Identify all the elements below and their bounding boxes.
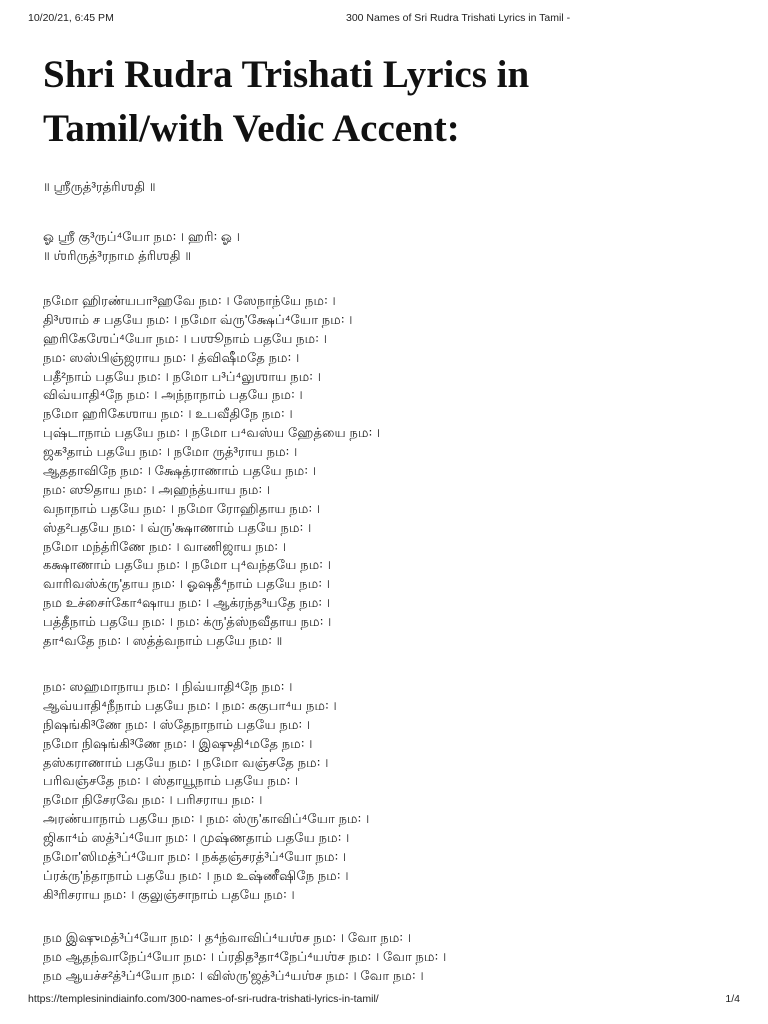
- mantra-line: ஓ ஶ்ரீ கு³ருப்⁴யோ நம꞉ । ஹரி꞉ ஓ ।: [43, 229, 240, 244]
- mantra-line: பரிவஞ்சதே நம꞉ । ஸ்தாயூநாம் பதயே நம꞉ ।: [43, 773, 299, 789]
- mantra-line: புஷ்டாநாம் பதயே நம꞉ । நமோ ப⁴வஸ்ய ஹேத்யை நம꞉ ।: [43, 425, 381, 441]
- mantra-line: ப்ரக்ரு'ந்தாநாம் பதயே நம꞉ । நம உஷ்ணீஷிநே நம꞉ ।: [43, 867, 349, 883]
- mantra-line: நமோ மந்த்ரிணே நம꞉ । வாணிஜாய நம꞉ ।: [43, 538, 287, 554]
- mantra-line: நம꞉ ஸூதாய நம꞉ । அஹந்த்யாய நம꞉ ।: [43, 481, 271, 497]
- section-1-lines: [43, 292, 380, 651]
- mantra-line: நமோ ஹரிகேஶாய நம꞉ । உபவீதிநே நம꞉ ।: [43, 406, 293, 422]
- mantra-line: நமோ'ஸிமத்³ப்⁴யோ நம꞉ । நக்தஞ்சரத்³ப்⁴யோ நம꞉ ।: [43, 849, 347, 865]
- mantra-line: ஆததாவிநே நம꞉ । க்ஷேத்ராணாம் பதயே நம꞉ ।: [43, 463, 317, 479]
- mantra-line: நமோ ஹிரண்யபா³ஹவே நம꞉ । ஸேநாந்யே நம꞉ ।: [43, 293, 336, 308]
- mantra-line: தி³ஶாம் ச பதயே நம꞉ । நமோ வ்ரு'க்ஷேப்⁴யோ நம꞉ ।: [43, 311, 353, 327]
- mantra-line: நம ஆதந்வாநேப்⁴யோ நம꞉ । ப்ரதித³தா⁴நேப்⁴யஶ்ச நம꞉ । வோ நம꞉ ।: [43, 948, 447, 964]
- mantra-line: ஜிகா⁴ம் ஸத்³ப்⁴யோ நம꞉ । முஷ்ணதாம் பதயே நம꞉ ।: [43, 830, 350, 846]
- mantra-line: நம இஷுமத்³ப்⁴யோ நம꞉ । த⁴ந்வாவிப்⁴யஶ்ச நம꞉ । வோ நம꞉ ।: [43, 930, 412, 945]
- mantra-line: நம꞉ ஸஹமாநாய நம꞉ । நிவ்யாதி⁴நே நம꞉ ।: [43, 679, 293, 694]
- mantra-line: நம꞉ ஸஸ்பிஞ்ஜராய நம꞉ । த்விஷீமதே நம꞉ ।: [43, 349, 300, 365]
- footer-url[interactable]: https://templesinindiainfo.com/300-names-of-sri-rudra-trishati-lyrics-in-tamil/: [28, 993, 379, 1005]
- section-3-lines: [43, 929, 446, 986]
- print-datetime: 10/20/21, 6:45 PM: [28, 12, 114, 24]
- mantra-line: நிஷங்கி³ணே நம꞉ । ஸ்தேநாநாம் பதயே நம꞉ ।: [43, 716, 311, 732]
- mantra-line: நமோ நிசேரவே நம꞉ । பரிசராய நம꞉ ।: [43, 792, 263, 808]
- mantra-line: வநாநாம் பதயே நம꞉ । நமோ ரோஹிதாய நம꞉ ।: [43, 500, 321, 516]
- mantra-line: தா⁴வதே நம꞉ । ஸத்த்வநாம் பதயே நம꞉ ॥: [43, 633, 283, 649]
- mantra-line: ஆவ்யாதி⁴நீநாம் பதயே நம꞉ । நம꞉ ககுபா⁴ய நம꞉ ।: [43, 697, 337, 713]
- mantra-line: ॥ ஶ்ரிருத்³ரநாம த்ரிஶதி ॥: [43, 247, 192, 263]
- intro-lines: [43, 228, 240, 266]
- print-page-title: 300 Names of Sri Rudra Trishati Lyrics in Tamil -: [346, 12, 571, 24]
- mantra-line: அரண்யாநாம் பதயே நம꞉ । நம꞉ ஸ்ரு'காவிப்⁴யோ நம꞉ ।: [43, 811, 370, 827]
- mantra-line: தஸ்கராணாம் பதயே நம꞉ । நமோ வஞ்சதே நம꞉ ।: [43, 754, 329, 770]
- mantra-line: நமோ நிஷங்கி³ணே நம꞉ । இஷுதி⁴மதே நம꞉ ।: [43, 735, 313, 751]
- mantra-line: ஹரிகேஶேப்⁴யோ நம꞉ । பஶூநாம் பதயே நம꞉ ।: [43, 330, 327, 346]
- section-2-lines: [43, 678, 369, 905]
- heading-line: ॥ ஶ்ரீருத்³ரத்ரிஶதி ॥: [43, 179, 156, 194]
- mantra-line: பதீ²நாம் பதயே நம꞉ । நமோ ப³ப்⁴லுஶாய நம꞉ ।: [43, 368, 321, 384]
- mantra-line: வாரிவஸ்க்ரு'தாய நம꞉ । ஓஷதீ⁴நாம் பதயே நம꞉ ।: [43, 576, 331, 592]
- mantra-line: விவ்யாதி⁴நே நம꞉ । அந்நாநாம் பதயே நம꞉ ।: [43, 387, 303, 403]
- page-title: Shri Rudra Trishati Lyrics in Tamil/with Vedic Accent:: [43, 53, 530, 150]
- footer-page-number: 1/4: [725, 993, 740, 1005]
- print-header: [28, 12, 740, 26]
- mantra-line: கக்ஷாணாம் பதயே நம꞉ । நமோ பு⁴வந்தயே நம꞉ ।: [43, 557, 331, 573]
- mantra-line: கி³ரிசராய நம꞉ । குலுஞ்சாநாம் பதயே நம꞉ ।: [43, 886, 295, 902]
- mantra-line: ஸ்த²பதயே நம꞉ । வ்ரு'க்ஷாணாம் பதயே நம꞉ ।: [43, 519, 312, 535]
- mantra-line: நம உச்சைர்கோ⁴ஷாய நம꞉ । ஆக்ரந்த³யதே நம꞉ ।: [43, 595, 331, 611]
- mantra-line: நம ஆயச்ச²த்³ப்⁴யோ நம꞉ । விஸ்ரு'ஜத்³ப்⁴யஶ்ச நம꞉ । வோ நம꞉ ।: [43, 967, 424, 983]
- print-footer: [28, 993, 740, 1007]
- mantra-line: ஜக³தாம் பதயே நம꞉ । நமோ ருத்³ராய நம꞉ ।: [43, 444, 298, 460]
- mantra-line: பத்தீநாம் பதயே நம꞉ । நம꞉ க்ரு'த்ஸ்நவீதாய நம꞉ ।: [43, 614, 332, 630]
